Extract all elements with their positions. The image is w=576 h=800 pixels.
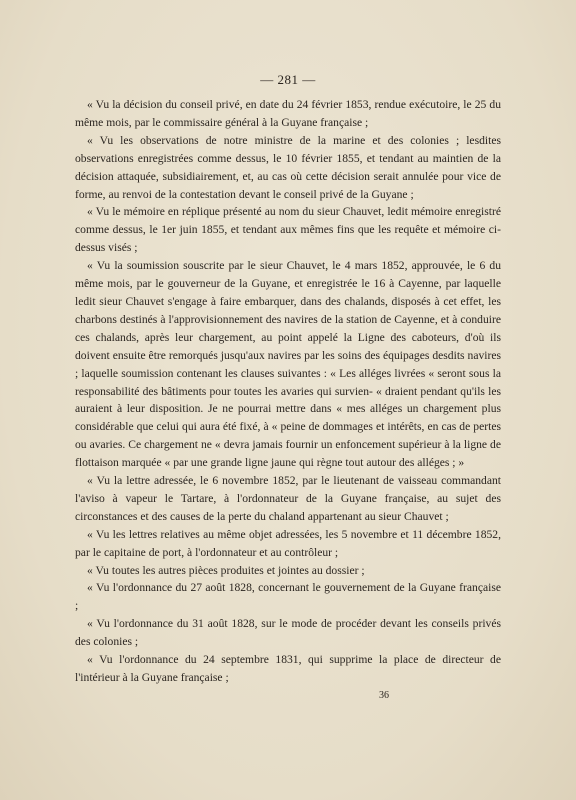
signature-mark: 36 bbox=[379, 690, 389, 701]
paragraph: « Vu le mémoire en réplique présenté au nom du sieur Chauvet, ledit mémoire enregistré comme dessus, le 1er juin 1855, et tendant aux mêmes fins que les requête et mémoire ci-dessus visés ; bbox=[75, 205, 501, 255]
paragraph: « Vu l'ordonnance du 31 août 1828, sur le mode de procéder devant les conseils privés des colonies ; bbox=[75, 617, 501, 649]
paragraph: « Vu toutes les autres pièces produites et jointes au dossier ; bbox=[87, 563, 365, 577]
page-number: — 281 — bbox=[260, 72, 316, 87]
paragraph: « Vu l'ordonnance du 24 septembre 1831, qui supprime la place de directeur de l'intérieur à la Guyane française ; bbox=[75, 653, 501, 684]
paragraph: « Vu la soumission souscrite par le sieur Chauvet, le 4 mars 1852, approuvée, le 6 du même mois, par le gouverneur de la Guyane, et enregistrée le 16 à Cayenne, par laquelle ledit sieur Chauvet s'engage à faire embarquer, dans des chalands, disposés à cet effet, les charbons destinés à l'approvisionnement des navires de la station de Cayenne, et à conduire ces chalands, après leur chargement, au point appelé la Ligne des caboteurs, d'où ils doivent ensuite être remorqués jusqu'aux navires par les soins des équipages desdits navires ; laquelle soumission contenant les clauses suivantes : « Les alléges livrées « seront sous la responsabilité des bâtiments pour toutes les avaries qui survien- « draient pendant qu'ils les auraient à leur disposition. Je ne pourrai mettre dans « mes alléges un chargement plus considérable que celui qui aura été fixé, à « peine de dommages et intérêts, en cas de pertes ou avaries. Ce chargement ne « devra jamais fournir un enfoncement supérieur à la ligne de flottaison marquée « par une grande ligne jaune qui règne tout autour des alléges ; » bbox=[75, 259, 501, 470]
paragraph: « Vu l'ordonnance du 27 août 1828, concernant le gouvernement de la Guyane française ; bbox=[75, 581, 501, 613]
body-text bbox=[75, 96, 501, 687]
paragraph: « Vu les lettres relatives au même objet adressées, les 5 novembre et 11 décembre 1852, par le capitaine de port, à l'ordonnateur et au contrôleur ; bbox=[75, 527, 501, 559]
paragraph: « Vu la décision du conseil privé, en date du 24 février 1853, rendue exécutoire, le 25 du même mois, par le commissaire général à la Guyane française ; bbox=[75, 98, 501, 129]
paragraph: « Vu la lettre adressée, le 6 novembre 1852, par le lieutenant de vaisseau commandant l'aviso à vapeur le Tartare, à l'ordonnateur de la Guyane française, au sujet des circonstances et des causes de la perte du chaland appartenant au sieur Chauvet ; bbox=[75, 474, 501, 523]
paragraph: « Vu les observations de notre ministre de la marine et des colonies ; lesdites observations enregistrées comme dessus, le 10 février 1855, et tendant au maintien de la décision attaquée, subsidiairement, et, au cas où cette décision serait annulée pour vice de forme, au renvoi de la contestation devant le conseil privé de la Guyane ; bbox=[75, 133, 501, 201]
